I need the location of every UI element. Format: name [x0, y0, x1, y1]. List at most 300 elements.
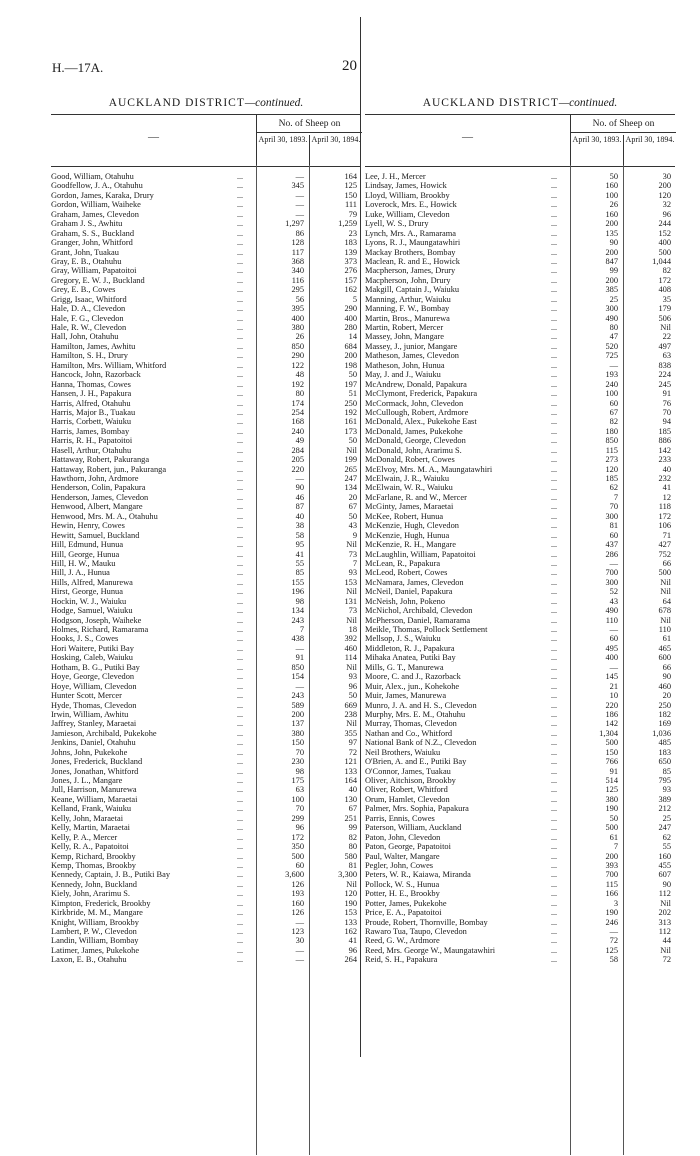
- sheep-1894: 106: [658, 521, 671, 531]
- table-row: [365, 427, 675, 436]
- year-1894-header: April 30, 1894.: [625, 135, 675, 144]
- sheep-1894: Nil: [346, 662, 357, 672]
- sheep-1893: 273: [605, 455, 618, 465]
- year-1894-header: April 30, 1894.: [311, 135, 361, 144]
- sheep-1893: 185: [605, 474, 618, 483]
- table-row: [365, 880, 675, 889]
- owner-name: McCormack, John, Clevedon: [365, 398, 464, 408]
- table-row: [51, 710, 361, 719]
- sheep-1893: 200: [291, 709, 304, 719]
- leader-dots: ...: [237, 823, 243, 833]
- table-row: [51, 672, 361, 681]
- leader-dots: ...: [237, 709, 243, 719]
- sheep-1893: 300: [605, 577, 618, 587]
- table-row: [365, 172, 675, 181]
- leader-dots: ...: [551, 606, 557, 616]
- leader-dots: ...: [551, 860, 557, 870]
- sheep-1893: 3,600: [285, 870, 304, 880]
- sheep-1893: 160: [605, 209, 618, 219]
- sheep-1894: 233: [658, 455, 671, 465]
- owner-name: Neil Brothers, Waiuku: [365, 747, 441, 757]
- sheep-1894: 44: [662, 936, 671, 946]
- owner-name: Hattaway, Robert, jun., Pakuranga: [51, 464, 167, 474]
- sheep-1893: 166: [605, 889, 618, 899]
- table-row: [51, 380, 361, 389]
- leader-dots: ...: [237, 936, 243, 946]
- leader-dots: ...: [237, 700, 243, 710]
- owner-name: Grigg, Isaac, Whitford: [51, 294, 127, 304]
- owner-name: McLeod, Robert, Cowes: [365, 568, 448, 578]
- sheep-1893: 850: [605, 436, 618, 446]
- leader-dots: ...: [237, 313, 243, 323]
- owner-name: Gordon, James, Karaka, Drury: [51, 190, 154, 200]
- sheep-1893: 1,304: [599, 728, 618, 738]
- sheep-1894: 41: [348, 936, 357, 946]
- leader-dots: ...: [237, 228, 243, 238]
- sheep-1893: 26: [295, 332, 304, 342]
- sheep-1894: 1,044: [652, 256, 671, 266]
- report-reference: H.—17A.: [52, 60, 104, 75]
- leader-dots: ...: [551, 190, 557, 200]
- sheep-1893: 254: [291, 407, 304, 417]
- table-row: [51, 927, 361, 936]
- sheep-1893: 115: [605, 445, 618, 455]
- sheep-1893: 81: [609, 521, 618, 531]
- owner-name: Peters, W. R., Kaiawa, Miranda: [365, 870, 471, 880]
- owner-name: Jones, Frederick, Buckland: [51, 757, 143, 767]
- table-row: [51, 540, 361, 549]
- leader-dots: ...: [551, 738, 557, 748]
- sheep-1894: 96: [348, 945, 357, 955]
- leader-dots: ...: [551, 417, 557, 427]
- sheep-1894: 460: [344, 643, 357, 653]
- sheep-1894: 63: [662, 351, 671, 361]
- sheep-1894: 23: [348, 228, 357, 238]
- table-row: [365, 682, 675, 691]
- sheep-1893: 7: [613, 492, 618, 502]
- sheep-1894: 30: [662, 172, 671, 181]
- owner-name: Gregory, E. W. J., Buckland: [51, 275, 145, 285]
- owner-name: Holmes, Richard, Ramarama: [51, 625, 149, 634]
- sheep-1894: 224: [658, 370, 671, 380]
- sheep-1893: 7: [299, 625, 304, 634]
- leader-dots: ...: [237, 389, 243, 399]
- sheep-1894: 580: [344, 851, 357, 861]
- sheep-1894: 427: [658, 540, 671, 550]
- leader-dots: ...: [237, 606, 243, 616]
- sheep-1893: 70: [295, 747, 304, 757]
- sheep-1893: 350: [291, 842, 304, 852]
- sheep-1893: 117: [291, 247, 304, 257]
- table-row: [51, 559, 361, 568]
- table-row: [51, 634, 361, 643]
- sheep-1893: 286: [605, 549, 618, 559]
- sheep-1893: 725: [605, 351, 618, 361]
- table-row: [365, 559, 675, 568]
- sheep-1894: 97: [348, 738, 357, 748]
- leader-dots: ...: [551, 587, 557, 597]
- table-row: [365, 918, 675, 927]
- sheep-1893: 26: [609, 200, 618, 210]
- table-row: [51, 606, 361, 615]
- table-row: [365, 436, 675, 445]
- sheep-1894: 79: [348, 209, 357, 219]
- owner-name: Paton, George, Papatoitoi: [365, 842, 451, 852]
- sheep-1894: 250: [344, 398, 357, 408]
- sheep-1893: 38: [295, 521, 304, 531]
- owner-name: Parris, Ennis, Cowes: [365, 813, 435, 823]
- owner-name: Kimpton, Frederick, Brookby: [51, 898, 151, 908]
- table-row: [365, 465, 675, 474]
- sheep-1894: 112: [658, 927, 671, 936]
- leader-dots: ...: [237, 596, 243, 606]
- sheep-1893: 115: [605, 879, 618, 889]
- sheep-1893: 62: [609, 483, 618, 493]
- sheep-1894: 247: [344, 474, 357, 483]
- owner-name: McAndrew, Donald, Papakura: [365, 379, 467, 389]
- sheep-1893: 437: [605, 540, 618, 550]
- sheep-1894: 55: [662, 842, 671, 852]
- table-row: [365, 823, 675, 832]
- table-row: [51, 757, 361, 766]
- sheep-1893: 246: [605, 917, 618, 927]
- sheep-1893: 490: [605, 606, 618, 616]
- table-row: [51, 219, 361, 228]
- sheep-1893: 21: [609, 681, 618, 691]
- owner-name: Massey, John, Mangare: [365, 332, 445, 342]
- sheep-1894: 82: [662, 266, 671, 276]
- leader-dots: ...: [237, 238, 243, 248]
- owner-name: Makgill, Captain J., Waiuku: [365, 285, 460, 295]
- leader-dots: ...: [551, 908, 557, 918]
- sheep-1894: 465: [658, 643, 671, 653]
- owner-name: Hewin, Henry, Cowes: [51, 521, 125, 531]
- leader-dots: ...: [551, 672, 557, 682]
- leader-dots: ...: [237, 898, 243, 908]
- sheep-1894: 202: [658, 908, 671, 918]
- table-row: [51, 191, 361, 200]
- table-row: [51, 408, 361, 417]
- table-row: [365, 446, 675, 455]
- sheep-1894: 500: [658, 568, 671, 578]
- sheep-1894: 313: [658, 917, 671, 927]
- table-row: [365, 493, 675, 502]
- sheep-1894: 183: [344, 238, 357, 248]
- sheep-1894: 130: [344, 794, 357, 804]
- owner-name: Jenkins, Daniel, Otahuhu: [51, 738, 136, 748]
- owner-name: Jamieson, Archibald, Pukekohe: [51, 728, 157, 738]
- leader-dots: ...: [551, 492, 557, 502]
- owner-name: McElwain, W. R., Waiuku: [365, 483, 453, 493]
- owner-name: Good, William, Otahuhu: [51, 172, 134, 181]
- leader-dots: ...: [237, 832, 243, 842]
- sheep-1894: 150: [344, 190, 357, 200]
- sheep-1894: 460: [658, 681, 671, 691]
- owner-name: Hirst, George, Hunua: [51, 587, 123, 597]
- sheep-1893: 284: [291, 445, 304, 455]
- leader-dots: ...: [551, 625, 557, 634]
- leader-dots: ...: [237, 568, 243, 578]
- owner-name: Murray, Thomas, Clevedon: [365, 719, 457, 729]
- sheep-1894: 72: [348, 747, 357, 757]
- owner-name: Lindsay, James, Howick: [365, 181, 447, 191]
- sheep-1894: 20: [662, 691, 671, 701]
- leader-dots: ...: [237, 794, 243, 804]
- leader-dots: ...: [237, 436, 243, 446]
- sheep-1893: 25: [609, 294, 618, 304]
- sheep-1894: 40: [662, 464, 671, 474]
- leader-dots: ...: [237, 266, 243, 276]
- sheep-1894: 212: [658, 804, 671, 814]
- leader-dots: ...: [237, 842, 243, 852]
- sheep-1894: 50: [348, 511, 357, 521]
- leader-dots: ...: [551, 955, 557, 965]
- leader-dots: ...: [551, 681, 557, 691]
- table-row: [51, 483, 361, 492]
- owner-name: Reed, G. W., Ardmore: [365, 936, 440, 946]
- owner-name: Rawaro Tua, Taupo, Clevedon: [365, 927, 467, 936]
- sheep-1893: 160: [291, 898, 304, 908]
- sheep-1893: —: [609, 558, 618, 568]
- owner-name: Lyons, R. J., Maungatawhiri: [365, 238, 461, 248]
- leader-dots: ...: [237, 483, 243, 493]
- sheep-1893: 91: [609, 766, 618, 776]
- leader-dots: ...: [237, 398, 243, 408]
- sheep-1894: 497: [658, 341, 671, 351]
- table-row: [365, 531, 675, 540]
- table-row: [51, 889, 361, 898]
- sheep-1893: 125: [605, 785, 618, 795]
- table-row: [365, 889, 675, 898]
- leader-dots: ...: [237, 917, 243, 927]
- table-row: [365, 578, 675, 587]
- sheep-1893: 438: [291, 634, 304, 644]
- sheep-1893: 98: [295, 766, 304, 776]
- leader-dots: ...: [237, 190, 243, 200]
- owner-name: Kemp, Thomas, Brookby: [51, 860, 136, 870]
- owner-name: Potter, H. E., Brookby: [365, 889, 440, 899]
- sheep-1893: —: [609, 360, 618, 370]
- owner-name: Proude, Robert, Thornville, Bombay: [365, 917, 488, 927]
- owner-name: McClymont, Frederick, Papakura: [365, 389, 478, 399]
- table-row: [51, 427, 361, 436]
- leader-dots: ...: [237, 955, 243, 965]
- sheep-1893: 295: [291, 285, 304, 295]
- table-row: [51, 512, 361, 521]
- sheep-1894: 121: [344, 757, 357, 767]
- sheep-1893: —: [609, 625, 618, 634]
- owner-name: Martin, Robert, Mercer: [365, 323, 444, 332]
- sheep-1893: —: [295, 955, 304, 965]
- owner-name: Gray, William, Papatoitoi: [51, 266, 137, 276]
- table-row: [365, 181, 675, 190]
- table-row: [365, 389, 675, 398]
- sheep-1894: 455: [658, 860, 671, 870]
- table-row: [365, 332, 675, 341]
- sheep-1894: 7: [352, 558, 357, 568]
- table-row: [365, 729, 675, 738]
- table-row: [365, 587, 675, 596]
- year-1893-header: April 30, 1893.: [257, 135, 310, 166]
- table-row: [365, 625, 675, 634]
- table-row: [365, 767, 675, 776]
- leader-dots: ...: [551, 898, 557, 908]
- owner-name: Meikle, Thomas, Pollock Settlement: [365, 625, 488, 634]
- owner-name: Hale, F. G., Clevedon: [51, 313, 124, 323]
- table-row: [51, 323, 361, 332]
- sheep-1893: 495: [605, 643, 618, 653]
- leader-dots: ...: [551, 511, 557, 521]
- owner-name: Pollock, W. S., Hunua: [365, 879, 440, 889]
- owner-name: McKee, Robert, Hunua: [365, 511, 444, 521]
- sheep-1894: 161: [344, 417, 357, 427]
- sheep-1893: 380: [291, 728, 304, 738]
- leader-dots: ...: [237, 417, 243, 427]
- owner-name: McNamara, James, Clevedon: [365, 577, 464, 587]
- leader-dots: ...: [551, 870, 557, 880]
- sheep-1894: 838: [658, 360, 671, 370]
- table-row: [51, 578, 361, 587]
- owner-name: Hamilton, James, Awhitu: [51, 341, 136, 351]
- owner-name: Orum, Hamlet, Clevedon: [365, 794, 450, 804]
- sheep-1893: 385: [605, 285, 618, 295]
- sheep-1894: 99: [348, 823, 357, 833]
- sheep-1894: 392: [344, 634, 357, 644]
- owner-name: McElwain, J. R., Waiuku: [365, 474, 450, 483]
- sheep-1893: 193: [291, 889, 304, 899]
- table-row: [365, 351, 675, 360]
- leader-dots: ...: [237, 502, 243, 512]
- owner-name: Kelland, Frank, Waiuku: [51, 804, 132, 814]
- owner-name: Irwin, William, Awhitu: [51, 709, 129, 719]
- name-column-header: —: [148, 131, 159, 143]
- table-row: [51, 446, 361, 455]
- sheep-1894: 62: [662, 832, 671, 842]
- sheep-1894: 265: [344, 464, 357, 474]
- table-row: [51, 644, 361, 653]
- table-row: [51, 955, 361, 964]
- table-row: [51, 389, 361, 398]
- leader-dots: ...: [237, 304, 243, 314]
- owner-name: Kirkbride, M. M., Mangare: [51, 908, 143, 918]
- sheep-1894: 9: [352, 530, 357, 540]
- sheep-1893: 3: [613, 898, 618, 908]
- table-row: [365, 399, 675, 408]
- sheep-1894: 198: [344, 360, 357, 370]
- sheep-1894: 3,300: [338, 870, 357, 880]
- leader-dots: ...: [551, 927, 557, 936]
- leader-dots: ...: [237, 341, 243, 351]
- leader-dots: ...: [551, 351, 557, 361]
- table-row: [365, 408, 675, 417]
- table-row: [51, 899, 361, 908]
- table-row: [51, 285, 361, 294]
- table-row: [51, 767, 361, 776]
- table-row: [365, 210, 675, 219]
- sheep-1893: 7: [613, 842, 618, 852]
- leader-dots: ...: [551, 728, 557, 738]
- owner-name: O'Connor, James, Tuakau: [365, 766, 451, 776]
- owner-name: McFarlane, R. and W., Mercer: [365, 492, 467, 502]
- sheep-1894: 85: [662, 766, 671, 776]
- sheep-1893: —: [295, 200, 304, 210]
- sheep-1894: Nil: [346, 445, 357, 455]
- leader-dots: ...: [237, 549, 243, 559]
- sheep-1894: 61: [662, 634, 671, 644]
- sheep-1893: —: [609, 662, 618, 672]
- table-row: [51, 936, 361, 945]
- sheep-1894: 111: [345, 200, 357, 210]
- owner-name: Hunter Scott, Mercer: [51, 691, 122, 701]
- table-row: [365, 229, 675, 238]
- sheep-1893: 300: [605, 511, 618, 521]
- table-row: [365, 304, 675, 313]
- sheep-1893: 500: [605, 823, 618, 833]
- table-row: [51, 172, 361, 181]
- table-row: [365, 927, 675, 936]
- sheep-1893: 120: [605, 464, 618, 474]
- sheep-1894: 232: [658, 474, 671, 483]
- leader-dots: ...: [551, 691, 557, 701]
- table-row: [365, 474, 675, 483]
- table-row: [51, 493, 361, 502]
- sheep-1894: 93: [348, 568, 357, 578]
- sheep-count-header: [256, 115, 362, 166]
- owner-name: Hooks, J. S., Cowes: [51, 634, 119, 644]
- sheep-1893: 95: [295, 540, 304, 550]
- table-header: [365, 114, 675, 167]
- sheep-1894: 35: [662, 294, 671, 304]
- sheep-1893: 500: [605, 738, 618, 748]
- page-number: 20: [342, 58, 357, 74]
- sheep-1893: —: [295, 209, 304, 219]
- sheep-1893: 87: [295, 502, 304, 512]
- leader-dots: ...: [551, 813, 557, 823]
- owner-name: Hattaway, Robert, Pakuranga: [51, 455, 150, 465]
- leader-dots: ...: [551, 181, 557, 191]
- sheep-1894: 50: [348, 691, 357, 701]
- sheep-1893: —: [295, 945, 304, 955]
- sheep-1893: 61: [609, 832, 618, 842]
- owner-name: Lynch, Mrs. A., Ramarama: [365, 228, 456, 238]
- owner-name: Hodge, Samuel, Waiuku: [51, 606, 133, 616]
- sheep-1894: 160: [658, 851, 671, 861]
- sheep-1894: Nil: [346, 615, 357, 625]
- owner-name: Harris, Major B., Tuakau: [51, 407, 136, 417]
- leader-dots: ...: [551, 804, 557, 814]
- sheep-1893: 30: [295, 936, 304, 946]
- sheep-1893: 145: [605, 672, 618, 682]
- sheep-1893: 43: [609, 596, 618, 606]
- sheep-1894: 82: [348, 832, 357, 842]
- sheep-1894: 164: [344, 172, 357, 181]
- owner-name: Moore, C. and J., Razorback: [365, 672, 461, 682]
- leader-dots: ...: [237, 294, 243, 304]
- sheep-1894: 251: [344, 813, 357, 823]
- table-row: [51, 276, 361, 285]
- leader-dots: ...: [551, 823, 557, 833]
- leader-dots: ...: [237, 691, 243, 701]
- leader-dots: ...: [237, 332, 243, 342]
- owner-name: Graham, S. S., Buckland: [51, 228, 135, 238]
- leader-dots: ...: [237, 521, 243, 531]
- owner-name: McDonald, Robert, Cowes: [365, 455, 455, 465]
- owner-name: Hoye, William, Clevedon: [51, 681, 137, 691]
- table-row: [365, 238, 675, 247]
- sheep-1893: 490: [605, 313, 618, 323]
- sheep-1893: 230: [291, 757, 304, 767]
- sheep-1894: 373: [344, 256, 357, 266]
